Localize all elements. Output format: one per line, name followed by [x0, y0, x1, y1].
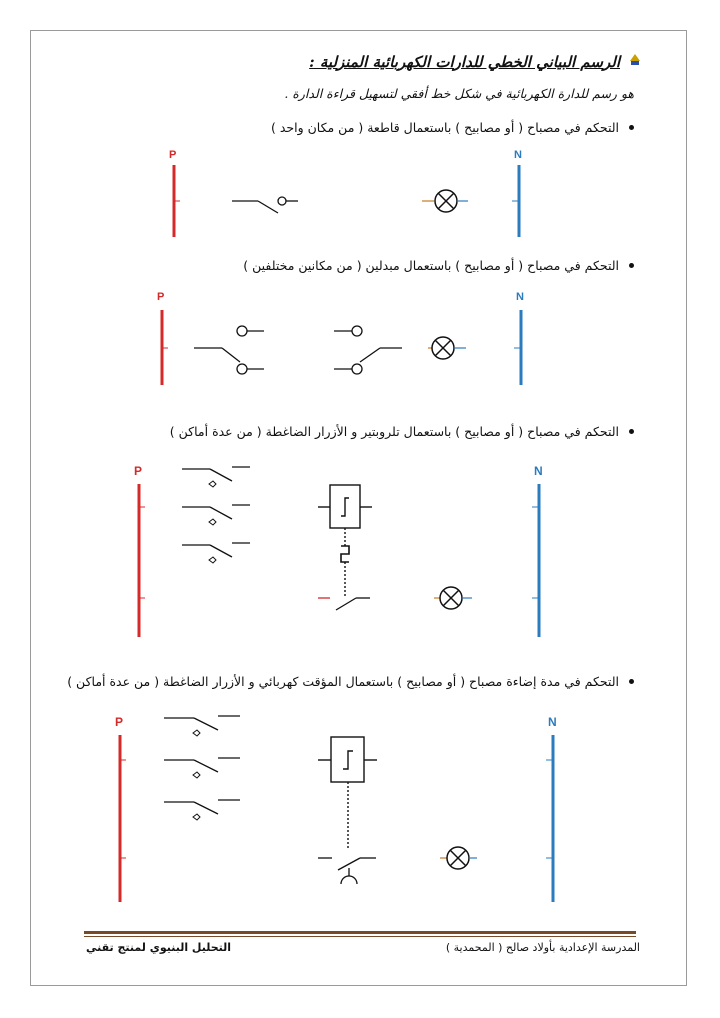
diagram-2	[157, 291, 524, 385]
bullet-icon	[629, 679, 634, 684]
timer-relay-symbol	[318, 737, 377, 850]
phase-label: P	[134, 464, 143, 478]
bullet-icon	[629, 429, 634, 434]
section-2-heading	[243, 258, 634, 273]
page-title: الرسم البياني الخطي للدارات الكهربائية المنزلية :	[309, 52, 620, 71]
phase-label: P	[115, 715, 124, 729]
push-button	[164, 800, 240, 820]
two-way-switch-left	[194, 326, 264, 374]
footer-left-text: التحليل البنيوي لمنتج تقني	[86, 941, 232, 954]
bullet-icon	[629, 263, 634, 268]
section-4-text: التحكم في مدة إضاءة مصباح ( أو مصابيح ) باستعمال المؤقت كهربائي و الأزرار الضاغطة ( من عدة أماكن )	[67, 674, 619, 689]
footer-rule	[84, 931, 636, 934]
single-switch-symbol	[232, 197, 298, 213]
neutral-label: N	[514, 149, 522, 161]
push-button	[182, 543, 250, 563]
section-1-text: التحكم في مصباح ( أو مصابيح ) باستعمال قاطعة ( من مكان واحد )	[271, 120, 619, 135]
timer-contact	[318, 858, 376, 884]
lamp-symbol	[428, 337, 466, 359]
push-button	[164, 716, 240, 736]
lamp-symbol	[434, 587, 472, 609]
phase-label: P	[157, 291, 165, 303]
section-3-text: التحكم في مصباح ( أو مصابيح ) باستعمال تلروبتير و الأزرار الضاغطة ( من عدة أماكن )	[169, 424, 619, 439]
intro-text: هو رسم للدارة الكهربائية في شكل خط أفقي لتسهيل قراءة الدارة .	[284, 86, 634, 101]
diagram-1	[169, 149, 522, 237]
footer-right-text: المدرسة الإعدادية بأولاد صالح ( المحمدية )	[445, 941, 640, 954]
push-button-group	[164, 716, 240, 820]
section-3-heading	[170, 424, 634, 439]
diagram-4	[115, 715, 557, 902]
footer-rule-thin	[84, 936, 636, 937]
push-button	[182, 467, 250, 487]
two-way-switch-right	[334, 326, 402, 374]
teleruptor-symbol	[318, 485, 372, 596]
push-button	[164, 758, 240, 778]
teleruptor-contact	[318, 598, 370, 610]
neutral-label: N	[534, 464, 543, 478]
push-button	[182, 505, 250, 525]
section-2-text: التحكم في مصباح ( أو مصابيح ) باستعمال مبدلين ( من مكانين مختلفين )	[243, 258, 619, 273]
neutral-label: N	[548, 715, 557, 729]
diagram-3	[134, 464, 543, 637]
section-4-heading	[67, 674, 634, 689]
neutral-label: N	[516, 291, 524, 303]
push-button-group	[182, 467, 250, 563]
lamp-symbol	[440, 847, 477, 869]
lamp-symbol	[422, 190, 468, 212]
phase-label: P	[169, 149, 177, 161]
